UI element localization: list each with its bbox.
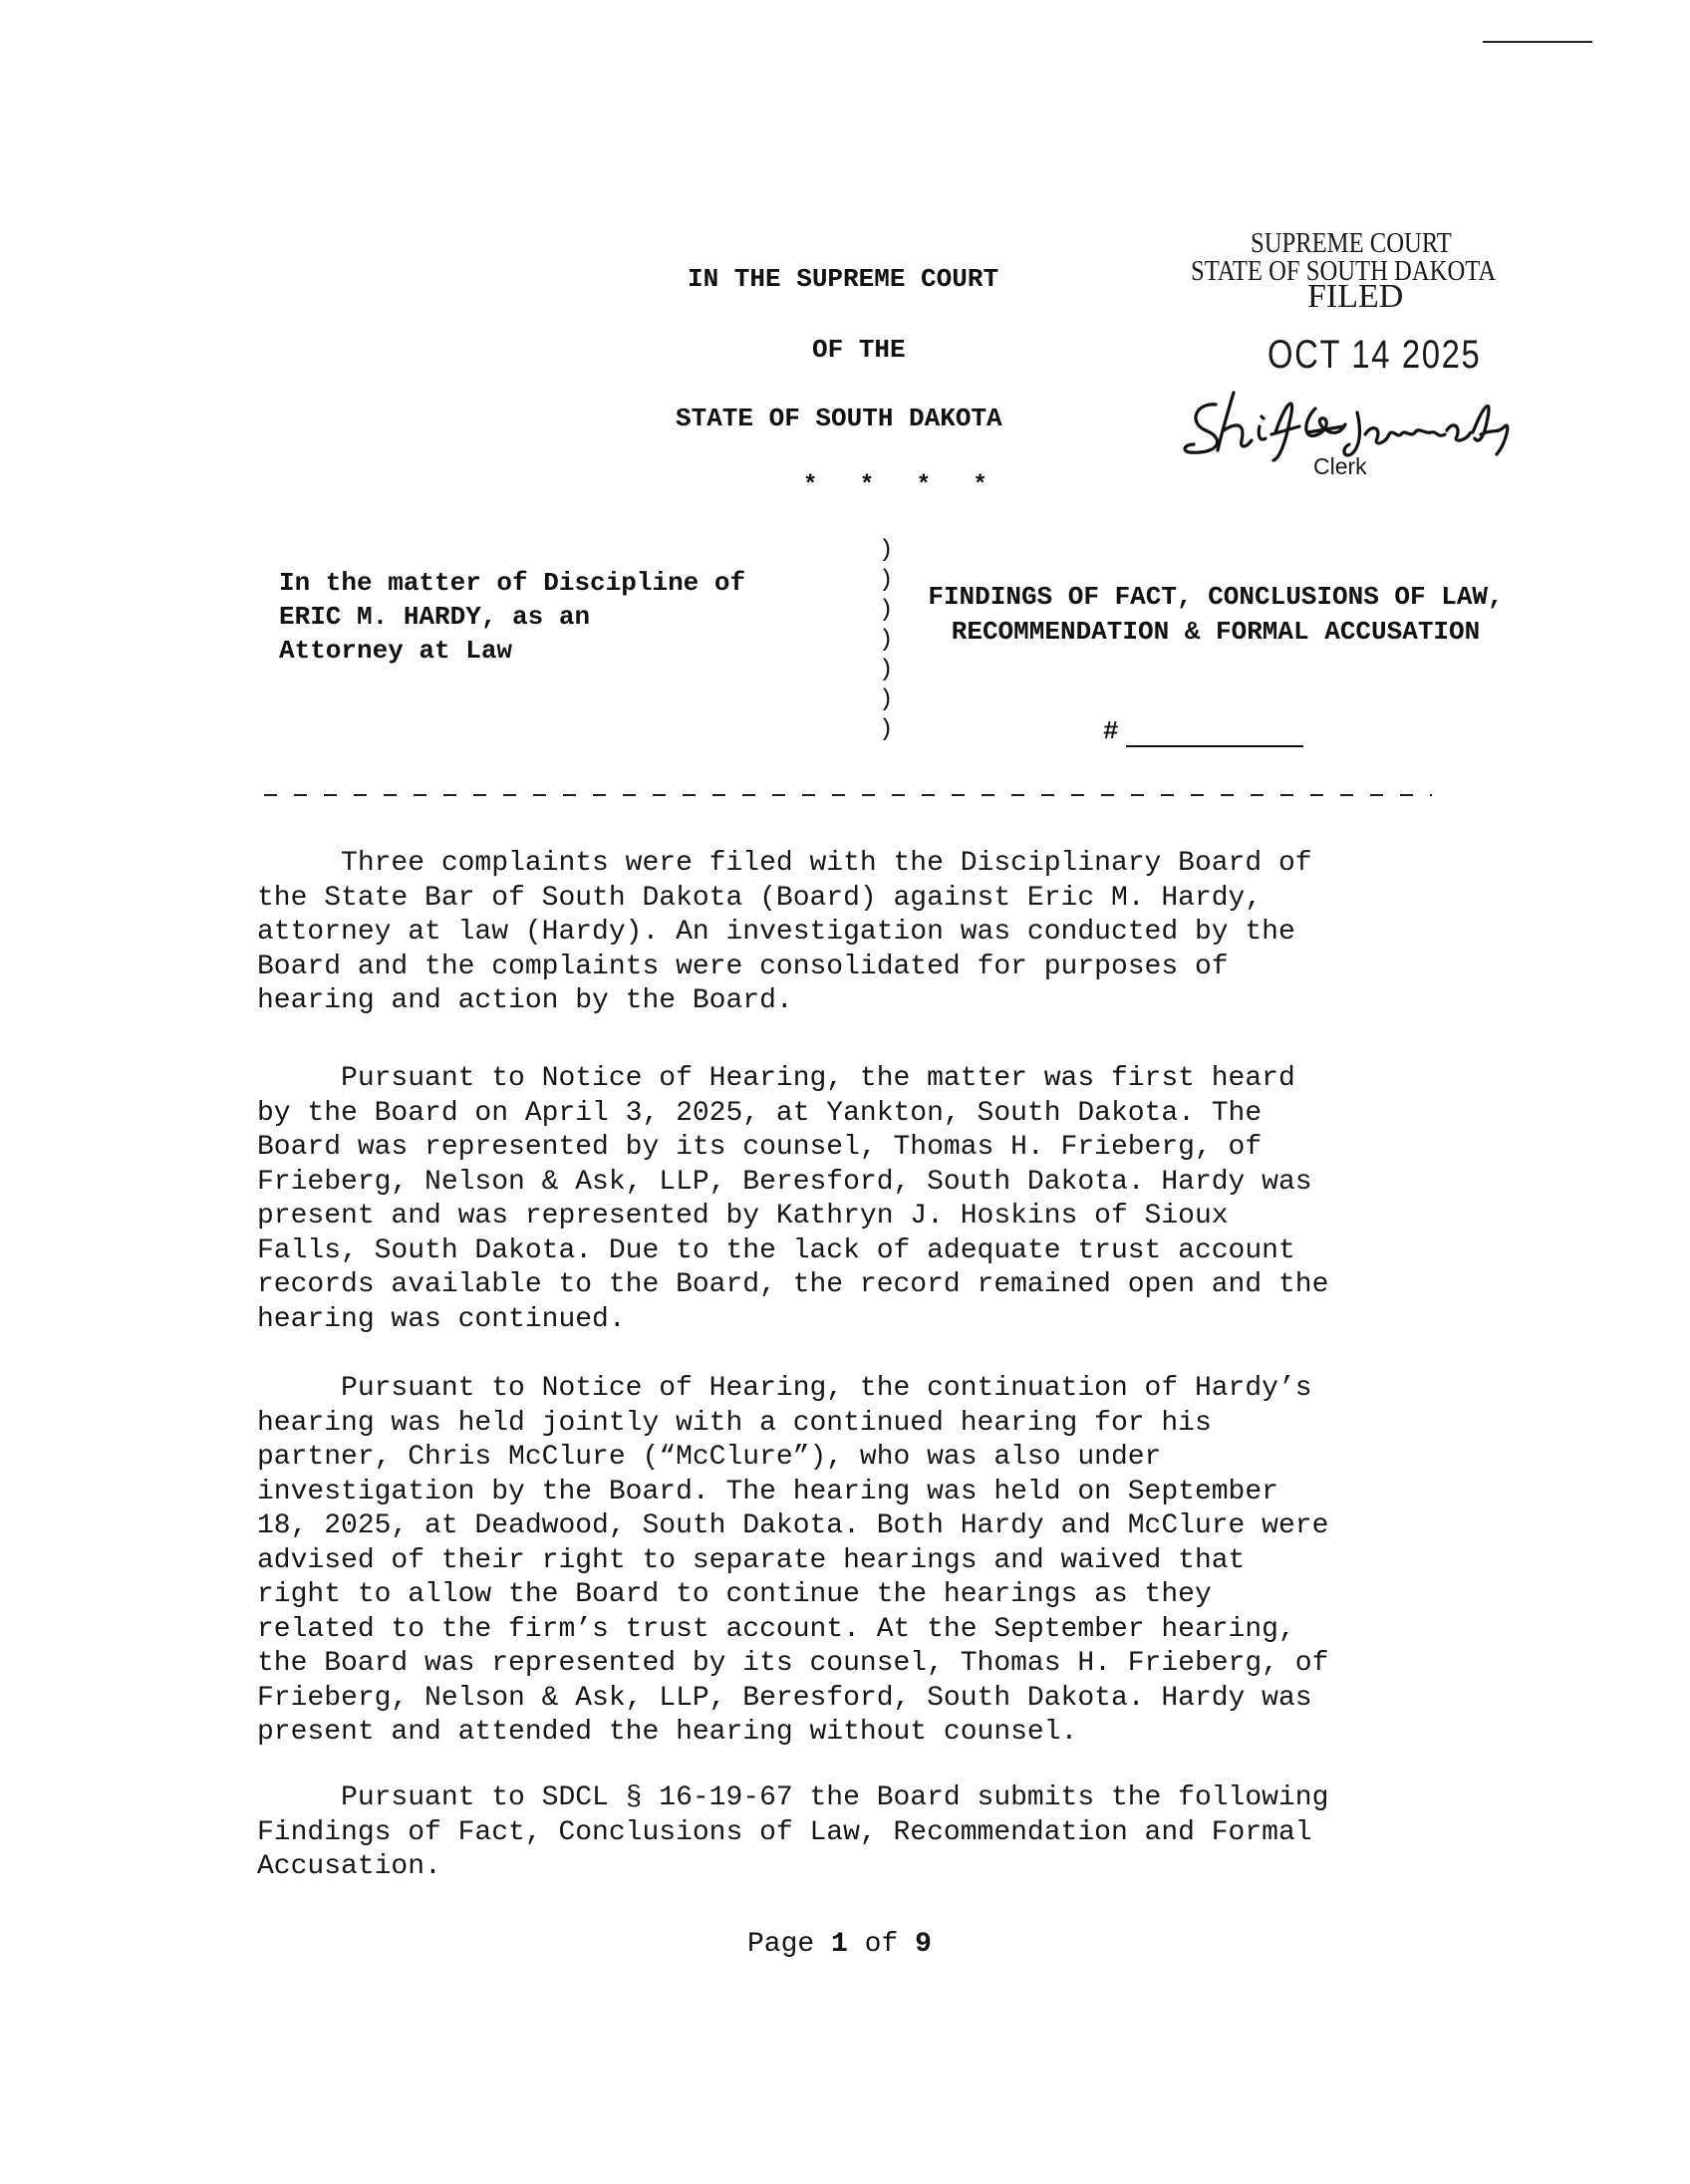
body-paragraph-1: Three complaints were filed with the Disciplinary Board of the State Bar of South Dakota (Board) against Eric M. Hardy, attorney at law (Hardy). An investigation was conducted by the Board and the complaints were consolidated for purposes of hearing and action by the Board. bbox=[257, 848, 1312, 1016]
page-current: 1 bbox=[831, 1929, 848, 1960]
document-title: FINDINGS OF FACT, CONCLUSIONS OF LAW, RECOMMENDATION & FORMAL ACCUSATION bbox=[928, 582, 1504, 647]
stamp-clerk-label: Clerk bbox=[1313, 453, 1367, 479]
docket-number-blank bbox=[1126, 745, 1303, 747]
stamp-court-line: SUPREME COURT bbox=[1251, 228, 1452, 259]
stamp-filed-label: FILED bbox=[1307, 278, 1404, 315]
stamp-date: OCT 14 2025 bbox=[1268, 333, 1482, 377]
section-stars: * * * * bbox=[803, 472, 1001, 499]
stamp-state-line: STATE OF SOUTH DAKOTA bbox=[1191, 256, 1497, 287]
page-prefix: Page bbox=[747, 1929, 815, 1960]
court-heading-line-2: OF THE bbox=[812, 335, 906, 365]
caption-parentheses: ) ) ) ) ) ) ) bbox=[879, 537, 894, 743]
corner-rule bbox=[1483, 41, 1592, 43]
body-paragraph-3: Pursuant to Notice of Hearing, the continuation of Hardy’s hearing was held jointly with a continued hearing for his partner, Chris McClure (“McClure”), who was also under investigation by the Board. The hearing was held on September 18, 2025, at Deadwood, South Dakota. Both Hardy and McClure were advised of their right to separate hearings and waived that right to allow the Board to continue the hearings as they related to the firm’s trust account. At the September hearing, the Board was represented by its counsel, Thomas H. Frieberg, of Frieberg, Nelson & Ask, LLP, Beresford, South Dakota. Hardy was present and attended the hearing without counsel. bbox=[257, 1373, 1329, 1748]
body-paragraph-4: Pursuant to SDCL § 16-19-67 the Board submits the following Findings of Fact, Conclusions of Law, Recommendation and Formal Accusation. bbox=[257, 1782, 1329, 1882]
page-number bbox=[747, 1929, 932, 1960]
court-heading-line-3: STATE OF SOUTH DAKOTA bbox=[676, 404, 1002, 433]
page-separator: of bbox=[864, 1929, 899, 1960]
case-caption-matter: In the matter of Discipline of ERIC M. HARDY, as an Attorney at Law bbox=[279, 568, 746, 666]
clerk-signature bbox=[1176, 383, 1525, 462]
court-heading-line-1: IN THE SUPREME COURT bbox=[688, 264, 999, 294]
caption-divider bbox=[264, 789, 1432, 801]
body-paragraph-2: Pursuant to Notice of Hearing, the matter was first heard by the Board on April 3, 2025, at Yankton, South Dakota. The Board was represented by its counsel, Thomas H. Frieberg, of Frieberg, Nelson & Ask, LLP, Beresford, South Dakota. Hardy was present and was represented by Kathryn J. Hoskins of Sioux Falls, South Dakota. Due to the lack of adequate trust account records available to the Board, the record remained open and the hearing was continued. bbox=[257, 1063, 1329, 1335]
page-total: 9 bbox=[915, 1929, 932, 1960]
docket-number-label: # bbox=[1103, 716, 1119, 746]
